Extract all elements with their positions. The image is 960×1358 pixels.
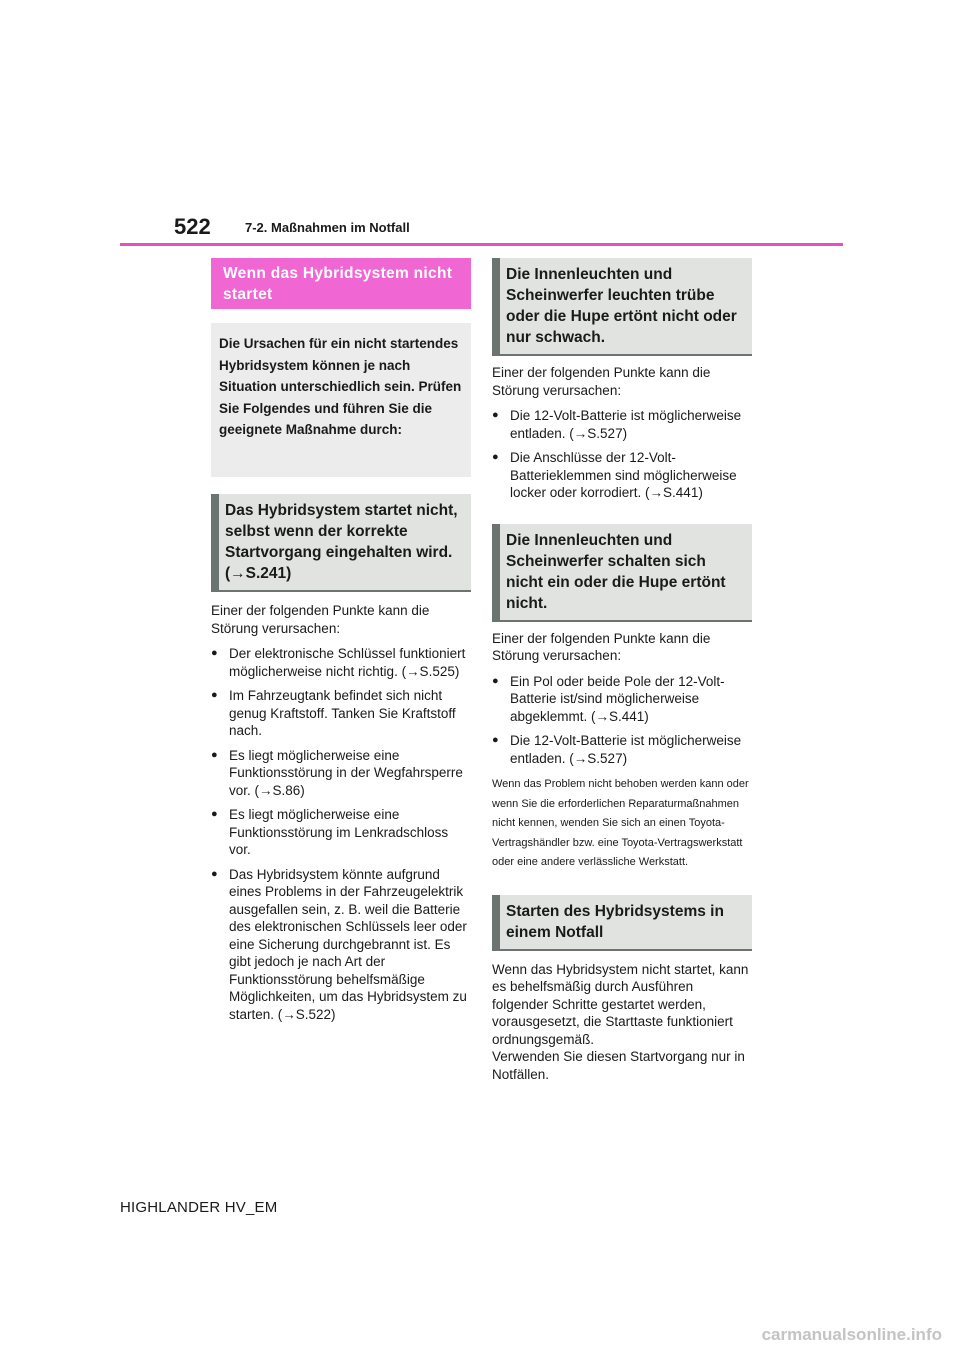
list-item: ● Ein Pol oder beide Pole der 12-Volt-Batterie ist/sind möglicherweise abgeklemmt. (→S.441)	[492, 673, 752, 726]
right-column	[492, 258, 752, 1083]
list-item: ● Im Fahrzeugtank befindet sich nicht genug Kraftstoff. Tanken Sie Kraftstoff nach.	[211, 687, 471, 740]
list-item: ● Es liegt möglicherweise eine Funktionsstörung in der Wegfahrsperre vor. (→S.86)	[211, 747, 471, 800]
list-item: ● Die 12-Volt-Batterie ist möglicherweise entladen. (→S.527)	[492, 732, 752, 767]
list-item: ● Die Anschlüsse der 12-Volt-Batterieklemmen sind möglicherweise locker oder korrodiert. (→S.441)	[492, 449, 752, 502]
page-number: 522	[174, 214, 211, 239]
watermark: carmanualsonline.info	[761, 1325, 942, 1344]
heading-emergency-start: Starten des Hybridsystems in einem Notfall	[492, 895, 752, 951]
header-divider	[120, 243, 843, 246]
list-item: ● Der elektronische Schlüssel funktioniert möglicherweise nicht richtig. (→S.525)	[211, 645, 471, 680]
cause-list	[492, 673, 752, 768]
lead-text: Einer der folgenden Punkte kann die Störung verursachen:	[211, 603, 430, 636]
list-item: ● Es liegt möglicherweise eine Funktionsstörung im Lenkradschloss vor.	[211, 806, 471, 859]
list-item: ● Das Hybridsystem könnte aufgrund eines Problems in der Fahrzeugelektrik ausgefallen sein, z. B. weil die Batterie des elektronischen Schlüssels leer oder eine Sicherung durchgebrannt ist. Es gibt jedoch je nach Art der Funktionsstörung behelfsmäßige Möglichkeiten, um das Hybridsystem zu starten. (→S.522)	[211, 866, 471, 1024]
intro-box: Die Ursachen für ein nicht startendes Hybridsystem können je nach Situation unterschiedlich sein. Prüfen Sie Folgendes und führen Sie die geeignete Maßnahme durch:	[211, 323, 471, 477]
cause-list	[492, 407, 752, 502]
lead-text: Einer der folgenden Punkte kann die Störung verursachen:	[492, 630, 711, 663]
heading-dim-lights: Die Innenleuchten und Scheinwerfer leuchten trübe oder die Hupe ertönt nicht oder nur schwach.	[492, 258, 752, 356]
left-column	[211, 258, 471, 1030]
cause-list	[211, 645, 471, 1023]
emergency-start-text: Wenn das Hybridsystem nicht startet, kann es behelfsmäßig durch Ausführen folgender Schritte gestartet werden, vorausgesetzt, die Starttaste funktioniert ordnungsgemäß.	[492, 961, 749, 1047]
emergency-only-text: Verwenden Sie diesen Startvorgang nur in Notfällen.	[492, 1049, 745, 1082]
list-item: ● Die 12-Volt-Batterie ist möglicherweise entladen. (→S.527)	[492, 407, 752, 442]
lead-text: Einer der folgenden Punkte kann die Störung verursachen:	[492, 365, 711, 398]
heading-no-start-correct-procedure: Das Hybridsystem startet nicht, selbst wenn der korrekte Startvorgang eingehalten wird. (→S.241)	[211, 494, 471, 592]
section-title: 7-2. Maßnahmen im Notfall	[245, 220, 410, 235]
footer-model: HIGHLANDER HV_EM	[120, 1199, 278, 1216]
heading-no-lights: Die Innenleuchten und Scheinwerfer schalten sich nicht ein oder die Hupe ertönt nicht.	[492, 524, 752, 622]
section-heading-no-start: Wenn das Hybridsystem nicht startet	[211, 258, 471, 309]
dealer-note: Wenn das Problem nicht behoben werden kann oder wenn Sie die erforderlichen Reparaturmaßnahmen nicht kennen, wenden Sie sich an einen Toyota-Vertragshändler bzw. eine Toyota-Vertragswerkstatt oder eine andere verlässliche Werkstatt.	[492, 778, 749, 868]
